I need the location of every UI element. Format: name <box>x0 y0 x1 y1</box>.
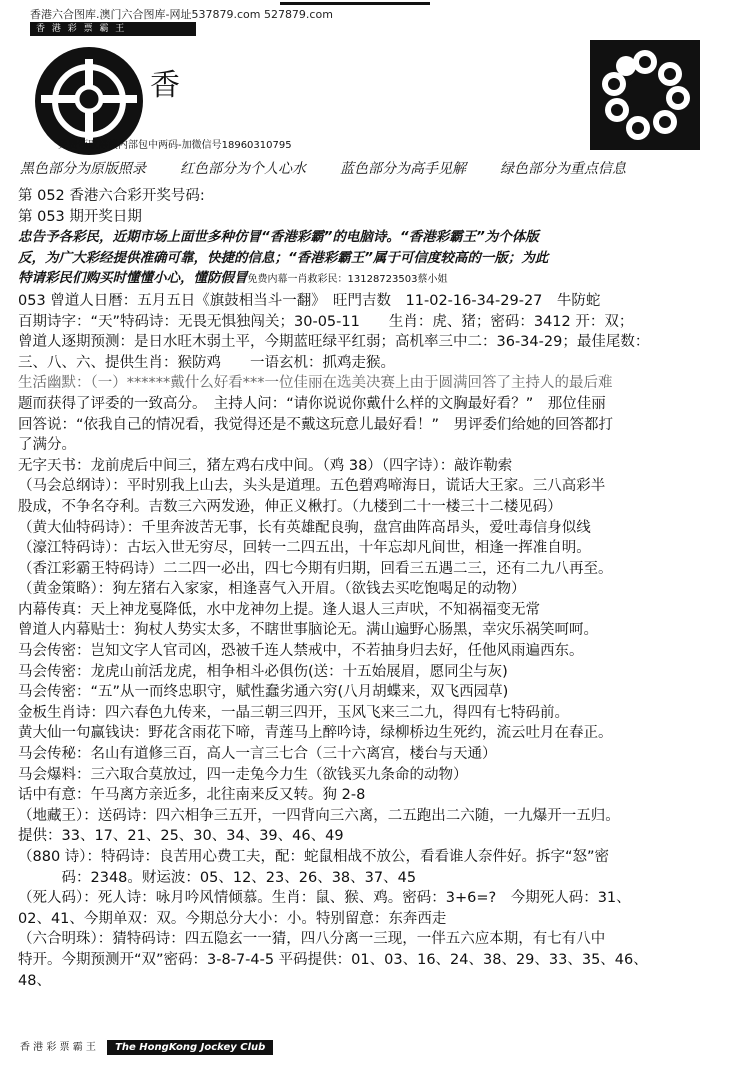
line-text: 反，为广大彩经提供准确可靠，快捷的信息；“香港彩霸王”属于可信度较高的一版；为此 <box>18 249 549 266</box>
text-line <box>18 641 730 662</box>
text-line <box>18 579 730 600</box>
line-text: 题而获得了评委的一致高分。 主持人问：“请你说说你戴什么样的文胸最好看？” 那位佳丽 <box>18 395 606 412</box>
document-body <box>18 186 730 991</box>
text-line <box>18 765 730 786</box>
top-rule <box>280 2 430 5</box>
club-emblem-icon <box>590 40 700 150</box>
line-text: 黄大仙一句赢钱诀：野花含雨花下啼，青莲马上醉吟诗，绿柳桥边生死约，流云吐月在春正。 <box>18 725 613 742</box>
site-url: 香港六合图库.澳门六合图库-网址537879.com 527879.com <box>30 8 333 21</box>
line-text: （香江彩霸王特码诗）二二四一必出，四七今期有归期，回看三五遇二三，还有二九八再至。 <box>18 560 613 577</box>
line-text: （濠江特码诗）：古坛入世无穷尽，回转一二四五出，十年忘却凡间世，相逢一挥准自明。 <box>18 540 591 557</box>
text-line <box>18 600 730 621</box>
line-text: 053 曾道人日暦：五月五日《旗鼓相当斗一翻》 旺門吉数 11-02-16-34-29-27 牛防蛇 <box>18 292 601 309</box>
text-line <box>18 971 730 992</box>
color-legend <box>20 158 626 178</box>
free-note: 免费领取港澳内部包中两码-加微信号18960310795 <box>58 140 292 151</box>
logo-text: 香 <box>150 68 180 103</box>
text-line <box>18 785 730 806</box>
text-line <box>18 415 730 436</box>
line-text: （死人码）：死人诗：咏月吟风情倾慕。生肖：鼠、猴、鸡。密码：3+6=? 今期死人码：31、 <box>18 890 631 907</box>
line-text: （880 诗）：特码诗：良苦用心费工夫，配：蛇鼠相战不放公，看看谁人奈件好。拆字“怒”密 <box>18 849 610 865</box>
text-line <box>18 847 730 868</box>
text-line <box>18 518 730 539</box>
line-text: 内幕传真：天上神龙戛降低，水中龙神勿上提。逢人退人三声吠，不知祸福变无常 <box>18 601 540 618</box>
text-line <box>18 207 730 228</box>
line-text: 提供：33、17、21、25、30、34、39、46、49 <box>18 828 344 845</box>
line-text: 了满分。 <box>18 437 76 454</box>
text-line <box>18 476 730 497</box>
line-text: 曾道人逐期预测：是日水旺木弱土平，今期蓝旺绿平红弱；高机率三中二：36-34-29；最佳尾数： <box>18 334 650 351</box>
line-text: 马会传密：岂知文字人官司凶，恐被千连人禁戒中，不若抽身归去好，任他风雨遍西东。 <box>18 643 584 660</box>
text-line <box>18 435 730 456</box>
line-text: 码：2348。财运波：05、12、23、26、38、37、45 <box>18 869 417 886</box>
line-text: 第 052 香港六合彩开奖号码: <box>18 188 205 204</box>
legend-item: 红色部分为个人心水 <box>180 161 306 177</box>
text-line <box>18 703 730 724</box>
text-line <box>18 888 730 909</box>
text-line <box>18 456 730 477</box>
line-text: 曾道人内幕贴士：狗杖人势实太多，不瞎世事脑论无。满山遍野心肠黑，幸灾乐祸笑呵呵。 <box>18 622 598 639</box>
line-text: 忠告予各彩民，近期市场上面世多种仿冒“香港彩霸”的电脑诗。“香港彩霸王”为个体版 <box>18 229 539 246</box>
text-line <box>18 744 730 765</box>
line-text: 回答说：“依我自己的情况看，我觉得还是不戴这玩意儿最好看！” 男评委们给她的回答都打 <box>18 416 614 433</box>
line-text: 马会传秘：名山有道修三百，高人一言三七合（三十六离宫，楼台与天通） <box>18 746 497 763</box>
brand-banner: 香 港 彩 票 霸 王 <box>30 22 196 36</box>
line-text: 话中有意：午马离方亲近多，北往南来反又转。狗 2-8 <box>18 787 366 804</box>
line-text: 特开。今期预测开“双”密码：3-8-7-4-5 平码提供：01、03、16、24、38、29、33、35、46、 <box>18 951 648 968</box>
text-line <box>18 559 730 580</box>
line-text: （六合明珠）：猜特码诗：四五隐玄一一猜，四八分离一三现，一伴五六应本期，有七有八中 <box>18 931 606 948</box>
text-line <box>18 353 730 374</box>
text-line <box>18 394 730 415</box>
page-footer <box>20 1038 350 1056</box>
legend-item: 蓝色部分为高手见解 <box>340 161 466 177</box>
text-line <box>18 929 730 950</box>
line-text: 马会传密：龙虎山前活龙虎，相争相斗必俱伤(送：十五始展眉，愿同尘与灰) <box>18 663 508 680</box>
text-line <box>18 332 730 353</box>
jockey-club-label: The HongKong Jockey Club <box>107 1040 273 1055</box>
text-line <box>18 909 730 930</box>
line-text: 无字天书：龙前虎后中间三，猪左鸡右戌中间。（鸡 38）（四字诗）：敲诈勒索 <box>18 457 513 474</box>
line-text: 百期诗字：“天”特码诗：无畏无惧独闯关；30-05-11 生肖：虎、猪；密码：3412 开：双； <box>18 313 634 330</box>
line-text: （黄金策略）：狗左猪右入家家，相逢喜气入开眉。（欲钱去买吃饱喝足的动物） <box>18 581 526 598</box>
line-text: 特请彩民们购买时懂懂小心，懂防假冒 <box>18 270 248 287</box>
text-line <box>18 806 730 827</box>
text-line <box>18 291 730 312</box>
text-line <box>18 268 730 291</box>
text-line <box>18 868 730 889</box>
text-line <box>18 538 730 559</box>
line-text: 股成，不争名夺利。吉数三六两发逊，伸正义楸打。（九楼到二十一楼三十二楼见码） <box>18 498 562 515</box>
line-text: （地藏王）：送码诗：四六相争三五开，一四背向三六离，二五跑出二六随，一九爆开一五归。 <box>18 807 620 824</box>
line-text: 马会传密：“五”从一而终忠职守，赋性蠢劣通六穷(八月胡蝶来，双飞西园草) <box>18 684 509 701</box>
text-line <box>18 662 730 683</box>
line-text: （黄大仙特码诗）：千里奔波苦无事，长有英雄配良驹，盘宫曲阵高昂头，爱吐毒信身似线 <box>18 519 591 536</box>
line-text: 三、八、六、提供生肖：猴防鸡 一语玄机：抓鸡走猴。 <box>18 354 395 371</box>
text-line <box>18 826 730 847</box>
line-note: 免费内幕一肖救彩民：13128723503蔡小姐 <box>247 274 448 286</box>
line-text: 48、 <box>18 972 51 989</box>
legend-item: 绿色部分为重点信息 <box>500 161 626 177</box>
text-line <box>18 248 730 269</box>
footer-brand: 香 港 彩 票 霸 王 <box>20 1042 96 1053</box>
line-text: 马会爆料：三六取合莫放过，四一走兔今力生（欲钱买九条命的动物） <box>18 766 468 783</box>
line-text: 第 053 期开奖日期 <box>18 208 142 225</box>
line-text: 生活幽默：（一）******戴什么好看***一位佳丽在选美决赛上由于圆满回答了主持人的最后难 <box>18 375 613 392</box>
text-line <box>18 620 730 641</box>
text-line <box>18 497 730 518</box>
text-line <box>18 227 730 248</box>
legend-item: 黑色部分为原版照录 <box>20 161 146 177</box>
line-text: 金板生肖诗：四六春色九传来，一晶三朝三四开，玉风飞来三二九，得四有七特码前。 <box>18 704 569 721</box>
text-line <box>18 950 730 971</box>
text-line <box>18 682 730 703</box>
text-line <box>18 723 730 744</box>
line-text: （马会总纲诗）：平时别我上山去，头头是道理。五色碧鸡啼海日，谎话大王家。三八高彩半 <box>18 478 606 495</box>
text-line <box>18 312 730 333</box>
text-line <box>18 373 730 394</box>
text-line <box>18 186 730 207</box>
line-text: 02、41、今期单双：双。今期总分大小：小。特别留意：东奔西走 <box>18 910 447 927</box>
